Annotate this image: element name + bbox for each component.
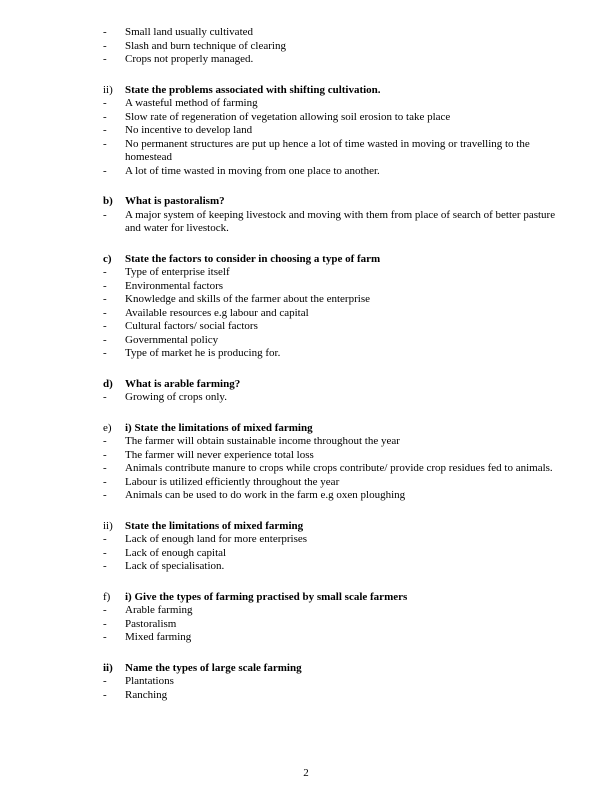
section-label: ii)	[103, 661, 113, 674]
dash-bullet: -	[103, 533, 107, 545]
dash-bullet: -	[103, 617, 107, 630]
list-item	[103, 533, 560, 547]
item-text: Animals can be used to do work in the farm e.g oxen ploughing	[125, 489, 406, 501]
section-title: What is pastoralism?	[125, 195, 225, 207]
list-item	[103, 476, 560, 490]
section	[103, 378, 560, 405]
section	[103, 26, 560, 67]
dash-bullet: -	[103, 306, 107, 319]
section	[103, 84, 560, 179]
section	[103, 520, 560, 574]
dash-bullet: -	[103, 631, 107, 643]
list-item	[103, 560, 560, 574]
item-text: Type of market he is producing for.	[125, 347, 281, 359]
item-text: A lot of time wasted in moving from one place to another.	[125, 164, 380, 177]
document-content	[103, 26, 560, 719]
list-item	[103, 618, 560, 632]
list-item	[103, 347, 560, 361]
dash-bullet: -	[103, 208, 107, 221]
section-heading	[103, 591, 560, 605]
dash-bullet: -	[103, 347, 107, 359]
item-text: Labour is utilized efficiently throughout the year	[125, 475, 340, 488]
dash-bullet: -	[103, 110, 107, 123]
section-label: b)	[103, 195, 113, 207]
dash-bullet: -	[103, 489, 107, 501]
list-item	[103, 53, 560, 67]
section	[103, 422, 560, 503]
dash-bullet: -	[103, 560, 107, 572]
list-item	[103, 280, 560, 294]
item-text: Arable farming	[125, 604, 193, 616]
item-text: The farmer will obtain sustainable income throughout the year	[125, 435, 400, 447]
item-text: A wasteful method of farming	[125, 97, 258, 109]
dash-bullet: -	[103, 448, 107, 461]
dash-bullet: -	[103, 462, 107, 474]
dash-bullet: -	[103, 688, 107, 701]
list-item	[103, 334, 560, 348]
item-text: Slash and burn technique of clearing	[125, 39, 286, 52]
dash-bullet: -	[103, 26, 107, 38]
item-text: Slow rate of regeneration of vegetation allowing soil erosion to take place	[125, 110, 451, 123]
section	[103, 662, 560, 703]
dash-bullet: -	[103, 675, 107, 687]
item-text: Lack of specialisation.	[125, 560, 225, 572]
dash-bullet: -	[103, 546, 107, 559]
item-text: No permanent structures are put up hence a lot of time wasted in moving or travelling to the homestead	[125, 137, 530, 163]
list-item	[103, 489, 560, 503]
dash-bullet: -	[103, 137, 107, 150]
list-item	[103, 124, 560, 138]
list-item	[103, 293, 560, 307]
list-item	[103, 391, 560, 405]
item-text: Available resources e.g labour and capital	[125, 306, 309, 319]
dash-bullet: -	[103, 391, 107, 403]
item-text: A major system of keeping livestock and moving with them from place of search of better pasture and water for livestock.	[125, 208, 556, 234]
list-item	[103, 547, 560, 561]
section-label: e)	[103, 421, 112, 434]
dash-bullet: -	[103, 293, 107, 305]
section	[103, 253, 560, 361]
dash-bullet: -	[103, 604, 107, 616]
section-title: State the factors to consider in choosing a type of farm	[125, 252, 381, 265]
list-item	[103, 307, 560, 321]
dash-bullet: -	[103, 266, 107, 278]
item-text: Animals contribute manure to crops while crops contribute/ provide crop residues fed to animals.	[125, 462, 553, 474]
section-title: What is arable farming?	[125, 377, 241, 390]
list-item	[103, 111, 560, 125]
section-heading	[103, 520, 560, 534]
item-text: Crops not properly managed.	[125, 53, 254, 65]
item-text: Mixed farming	[125, 631, 192, 643]
item-text: Environmental factors	[125, 279, 224, 292]
page-number: 2	[303, 766, 309, 779]
list-item	[103, 675, 560, 689]
section	[103, 195, 560, 236]
item-text: Cultural factors/ social factors	[125, 320, 258, 332]
section-title: State the problems associated with shifting cultivation.	[125, 83, 381, 96]
item-text: The farmer will never experience total loss	[125, 448, 314, 461]
section-label: ii)	[103, 519, 113, 532]
section-heading	[103, 662, 560, 676]
list-item	[103, 138, 560, 165]
item-text: Knowledge and skills of the farmer about the enterprise	[125, 293, 370, 305]
list-item	[103, 40, 560, 54]
list-item	[103, 604, 560, 618]
list-item	[103, 435, 560, 449]
dash-bullet: -	[103, 97, 107, 109]
section-heading	[103, 253, 560, 267]
dash-bullet: -	[103, 279, 107, 292]
list-item	[103, 449, 560, 463]
item-text: No incentive to develop land	[125, 124, 253, 136]
section-heading	[103, 422, 560, 436]
section-label: c)	[103, 252, 112, 265]
section-title: State the limitations of mixed farming	[125, 519, 304, 532]
dash-bullet: -	[103, 39, 107, 52]
dash-bullet: -	[103, 320, 107, 332]
list-item	[103, 26, 560, 40]
item-text: Growing of crops only.	[125, 391, 227, 403]
dash-bullet: -	[103, 164, 107, 177]
section-label: ii)	[103, 83, 113, 96]
list-item	[103, 320, 560, 334]
section-label: f)	[103, 590, 111, 603]
section-heading	[103, 84, 560, 98]
list-item	[103, 266, 560, 280]
dash-bullet: -	[103, 333, 107, 346]
item-text: Governmental policy	[125, 333, 219, 346]
section-title: Name the types of large scale farming	[125, 661, 302, 674]
section-title: i) State the limitations of mixed farming	[125, 421, 313, 434]
dash-bullet: -	[103, 475, 107, 488]
list-item	[103, 165, 560, 179]
list-item	[103, 462, 560, 476]
item-text: Plantations	[125, 675, 174, 687]
section-heading	[103, 195, 560, 209]
item-text: Small land usually cultivated	[125, 26, 254, 38]
item-text: Type of enterprise itself	[125, 266, 230, 278]
section-title: i) Give the types of farming practised by small scale farmers	[125, 590, 408, 603]
section-label: d)	[103, 377, 113, 390]
list-item	[103, 97, 560, 111]
dash-bullet: -	[103, 124, 107, 136]
item-text: Lack of enough land for more enterprises	[125, 533, 308, 545]
section	[103, 591, 560, 645]
section-heading	[103, 378, 560, 392]
item-text: Pastoralism	[125, 617, 177, 630]
list-item	[103, 631, 560, 645]
item-text: Ranching	[125, 688, 168, 701]
list-item	[103, 209, 560, 236]
item-text: Lack of enough capital	[125, 546, 227, 559]
list-item	[103, 689, 560, 703]
dash-bullet: -	[103, 53, 107, 65]
dash-bullet: -	[103, 435, 107, 447]
